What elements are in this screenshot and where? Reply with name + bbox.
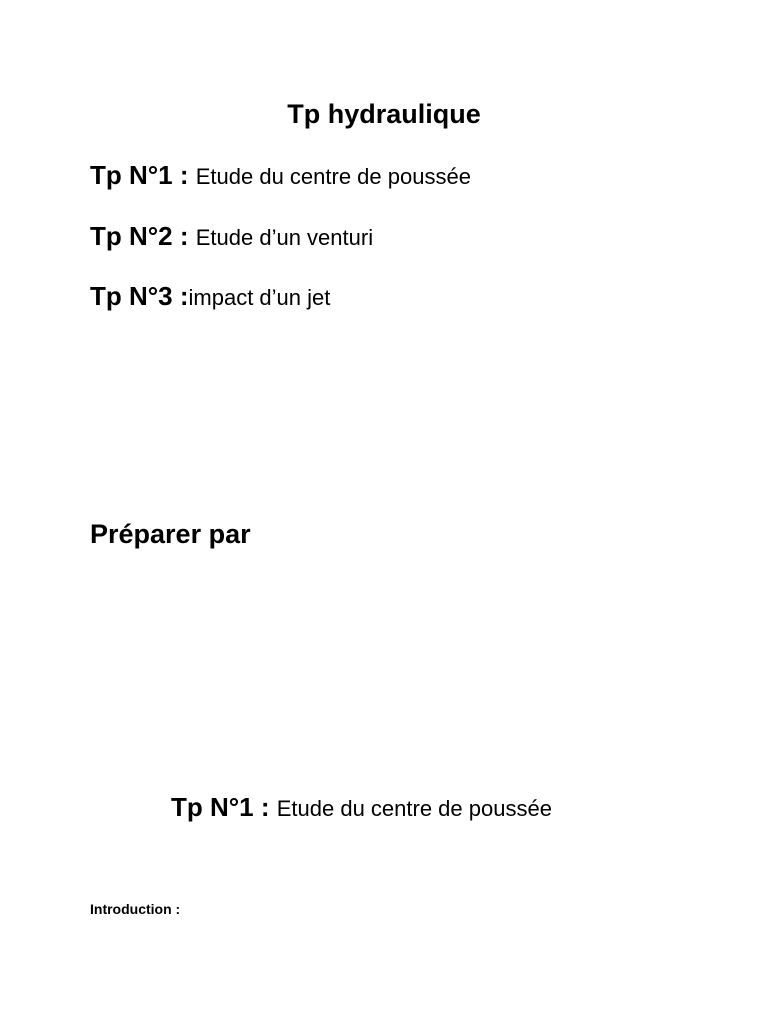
tp-item-2	[90, 219, 373, 258]
section-heading-description: Etude du centre de poussée	[276, 796, 552, 821]
section-heading	[171, 790, 552, 829]
tp-item-1	[90, 158, 471, 197]
tp-item-2-description: Etude d’un venturi	[195, 225, 374, 250]
document-title: Tp hydraulique	[287, 99, 481, 129]
tp-item-3	[90, 279, 330, 318]
tp-item-2-label: Tp N°2 :	[90, 221, 196, 251]
tp-item-3-description: impact d’un jet	[188, 285, 331, 310]
introduction-heading: Introduction :	[90, 901, 181, 917]
tp-item-1-description: Etude du centre de poussée	[195, 164, 471, 189]
tp-item-3-label: Tp N°3 :	[90, 281, 189, 311]
tp-item-1-label: Tp N°1 :	[90, 160, 196, 190]
section-heading-label: Tp N°1 :	[171, 792, 277, 822]
prepared-by-heading: Préparer par	[90, 519, 251, 549]
